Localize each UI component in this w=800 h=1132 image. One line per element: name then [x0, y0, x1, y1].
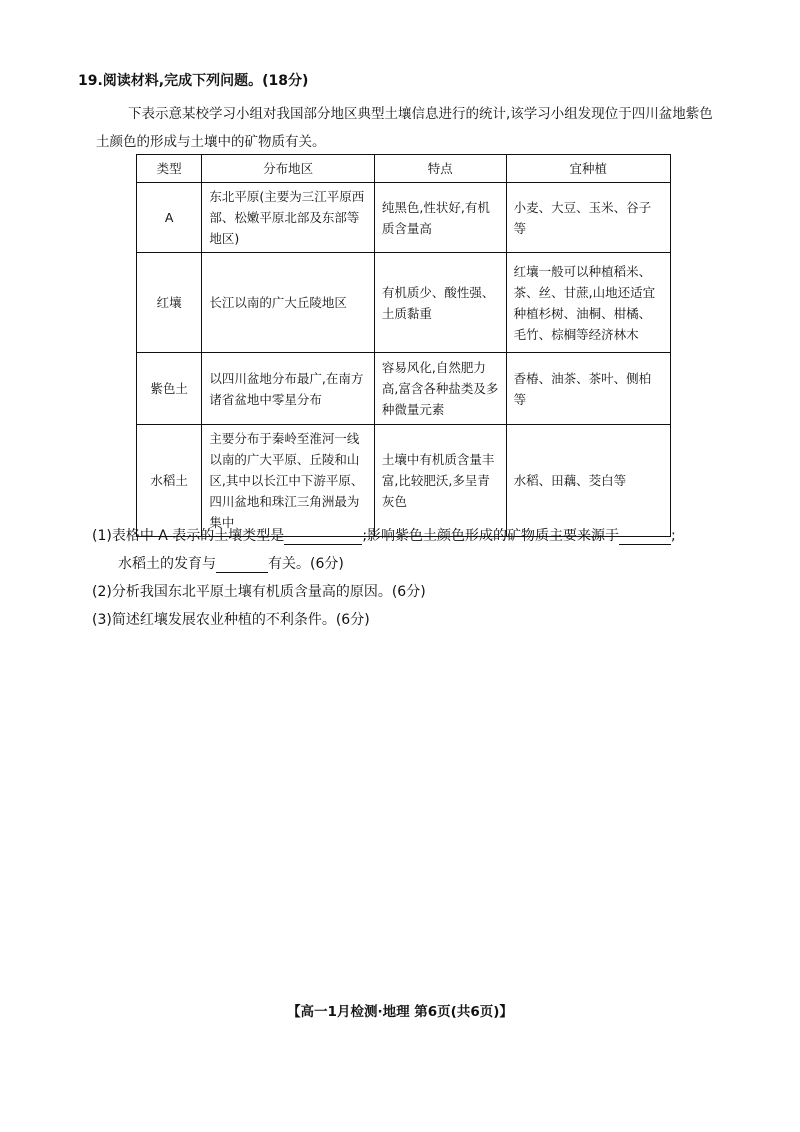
table-row — [137, 425, 671, 537]
subquestion-1 — [92, 525, 676, 545]
cell-region: 主要分布于秦岭至淮河一线以南的广大平原、丘陵和山区,其中以长江中下游平原、四川盆地和珠江三角洲最为集中 — [202, 425, 375, 537]
question-title: 19.阅读材料,完成下列问题。(18分) — [78, 73, 309, 89]
table-row — [137, 253, 671, 353]
header-feature: 特点 — [374, 155, 506, 183]
cell-feature: 容易风化,自然肥力高,富含各种盐类及多种微量元素 — [374, 353, 506, 425]
cell-type: A — [137, 183, 202, 253]
cell-feature: 土壤中有机质含量丰富,比较肥沃,多呈青灰色 — [374, 425, 506, 537]
answer-blank-soil-type[interactable] — [284, 530, 362, 545]
subquestion-1-cont — [118, 553, 344, 573]
header-type: 类型 — [137, 155, 202, 183]
q1-text-part4: 水稻土的发育与 — [118, 556, 216, 572]
cell-type: 紫色土 — [137, 353, 202, 425]
subquestion-2: (2)分析我国东北平原土壤有机质含量高的原因。(6分) — [92, 584, 426, 600]
q1-text-part2: ;影响紫色土颜色形成的矿物质主要来源于 — [362, 528, 620, 544]
question-intro: 下表示意某校学习小组对我国部分地区典型土壤信息进行的统计,该学习小组发现位于四川盆地紫色土颜色的形成与土壤中的矿物质有关。 — [96, 106, 713, 150]
cell-type: 红壤 — [137, 253, 202, 353]
page-footer: 【高一1月检测·地理 第6页(共6页)】 — [287, 1004, 513, 1020]
cell-crops: 香椿、油茶、茶叶、侧柏等 — [506, 353, 670, 425]
q1-text-part3: ; — [671, 528, 676, 544]
cell-crops: 水稻、田藕、茭白等 — [506, 425, 670, 537]
cell-region: 长江以南的广大丘陵地区 — [202, 253, 375, 353]
table-row — [137, 183, 671, 253]
answer-blank-paddy-soil[interactable] — [216, 558, 268, 573]
cell-crops: 小麦、大豆、玉米、谷子等 — [506, 183, 670, 253]
table-row — [137, 353, 671, 425]
cell-region: 以四川盆地分布最广,在南方诸省盆地中零星分布 — [202, 353, 375, 425]
cell-feature: 纯黑色,性状好,有机质含量高 — [374, 183, 506, 253]
answer-blank-mineral-source[interactable] — [619, 530, 671, 545]
cell-region: 东北平原(主要为三江平原西部、松嫩平原北部及东部等地区) — [202, 183, 375, 253]
q1-text-part1: (1)表格中 A 表示的土壤类型是 — [92, 528, 285, 544]
header-region: 分布地区 — [202, 155, 375, 183]
subquestion-3: (3)简述红壤发展农业种植的不利条件。(6分) — [92, 612, 370, 628]
table-header-row — [137, 155, 671, 183]
cell-crops: 红壤一般可以种植稻米、茶、丝、甘蔗,山地还适宜种植杉树、油桐、柑橘、毛竹、棕榈等经济林木 — [506, 253, 670, 353]
cell-feature: 有机质少、酸性强、土质黏重 — [374, 253, 506, 353]
cell-type: 水稻土 — [137, 425, 202, 537]
soil-table — [136, 154, 671, 537]
q1-text-part5: 有关。(6分) — [268, 556, 344, 572]
header-crops: 宜种植 — [506, 155, 670, 183]
